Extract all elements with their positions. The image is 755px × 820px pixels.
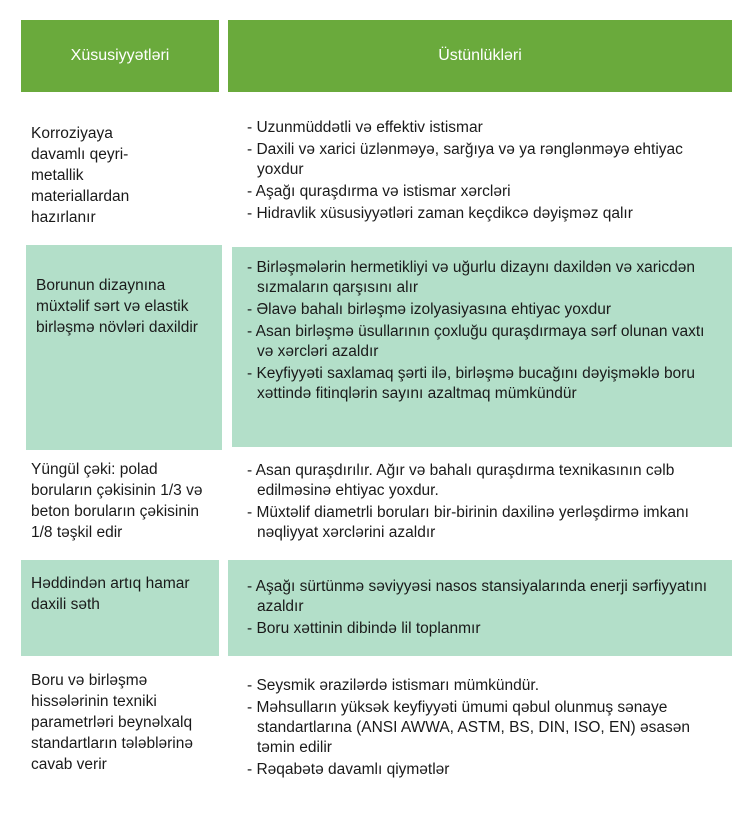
advantage-item: - Aşağı quraşdırma və istismar xərcləri [238,182,714,202]
advantages-list [238,258,712,404]
feature-text: Korroziyaya davamlı qeyri-metallik materiallardan hazırlanır [31,125,130,226]
advantage-item: - Hidravlik xüsusiyyətləri zaman keçdikcə dəyişməz qalır [238,204,714,224]
advantage-item: - Asan quraşdırılır. Ağır və bahalı quraşdırma texnikasının cəlb edilməsinə ehtiyac yoxdur. [238,461,716,501]
advantage-item: - Keyfiyyəti saxlamaq şərti ilə, birləşmə bucağını dəyişməklə boru xəttində fitinqlərin sayını azaltmaq mümkündür [238,364,712,404]
advantages-list [238,676,712,780]
advantages-list [238,577,712,639]
feature-text: Boru və birləşmə hissələrinin texniki parametrləri beynəlxalq standartların tələblərinə cavab verir [31,672,193,773]
header-advantages: Üstünlükləri [228,20,732,92]
feature-text: Həddindən artıq hamar daxili səth [31,575,190,613]
feature-cell [21,560,219,656]
advantage-item: - Boru xəttinin dibində lil toplanmır [238,619,712,639]
advantage-item: - Uzunmüddətli və effektiv istismar [238,118,714,138]
feature-text: Yüngül çəki: polad boruların çəkisinin 1/3 və beton boruların çəkisinin 1/8 təşkil edir [31,461,203,541]
feature-cell [26,245,222,450]
advantage-item: - Aşağı sürtünmə səviyyəsi nasos stansiyalarında enerji sərfiyyatını azaldır [238,577,712,617]
feature-cell [21,662,219,802]
advantage-item: - Birləşmələrin hermetikliyi və uğurlu dizaynı daxildən və xaricdən sızmaların qarşısını alır [238,258,712,298]
advantages-cell [228,560,732,656]
header-features: Xüsusiyyətləri [21,20,219,92]
advantages-cell [228,455,732,553]
advantages-cell [228,101,732,236]
advantage-item: - Rəqabətə davamlı qiymətlər [238,760,712,780]
advantages-cell [228,662,732,802]
advantages-cell [232,247,732,447]
advantage-item: - Əlavə bahalı birləşmə izolyasiyasına ehtiyac yoxdur [238,300,712,320]
advantage-item: - Daxili və xarici üzlənməyə, sarğıya və ya rənglənməyə ehtiyac yoxdur [238,140,714,180]
advantages-list [238,461,716,543]
feature-text: Borunun dizaynına müxtəlif sərt və elastik birləşmə növləri daxildir [36,277,198,336]
advantage-item: - Müxtəlif diametrli boruları bir-birinin daxilinə yerləşdirmə imkanı nəqliyyat xərclərini azaldır [238,503,716,543]
feature-cell [21,455,219,553]
advantage-item: - Seysmik ərazilərdə istismarı mümkündür. [238,676,712,696]
feature-cell [21,101,219,236]
advantages-list [238,118,714,224]
advantage-item: - Asan birləşmə üsullarının çoxluğu quraşdırmaya sərf olunan vaxtı və xərcləri azaldır [238,322,712,362]
advantage-item: - Məhsulların yüksək keyfiyyəti ümumi qəbul olunmuş sənaye standartlarına (ANSI AWWA, ASTM, BS, DIN, ISO, EN) əsasən təmin edilir [238,698,712,758]
